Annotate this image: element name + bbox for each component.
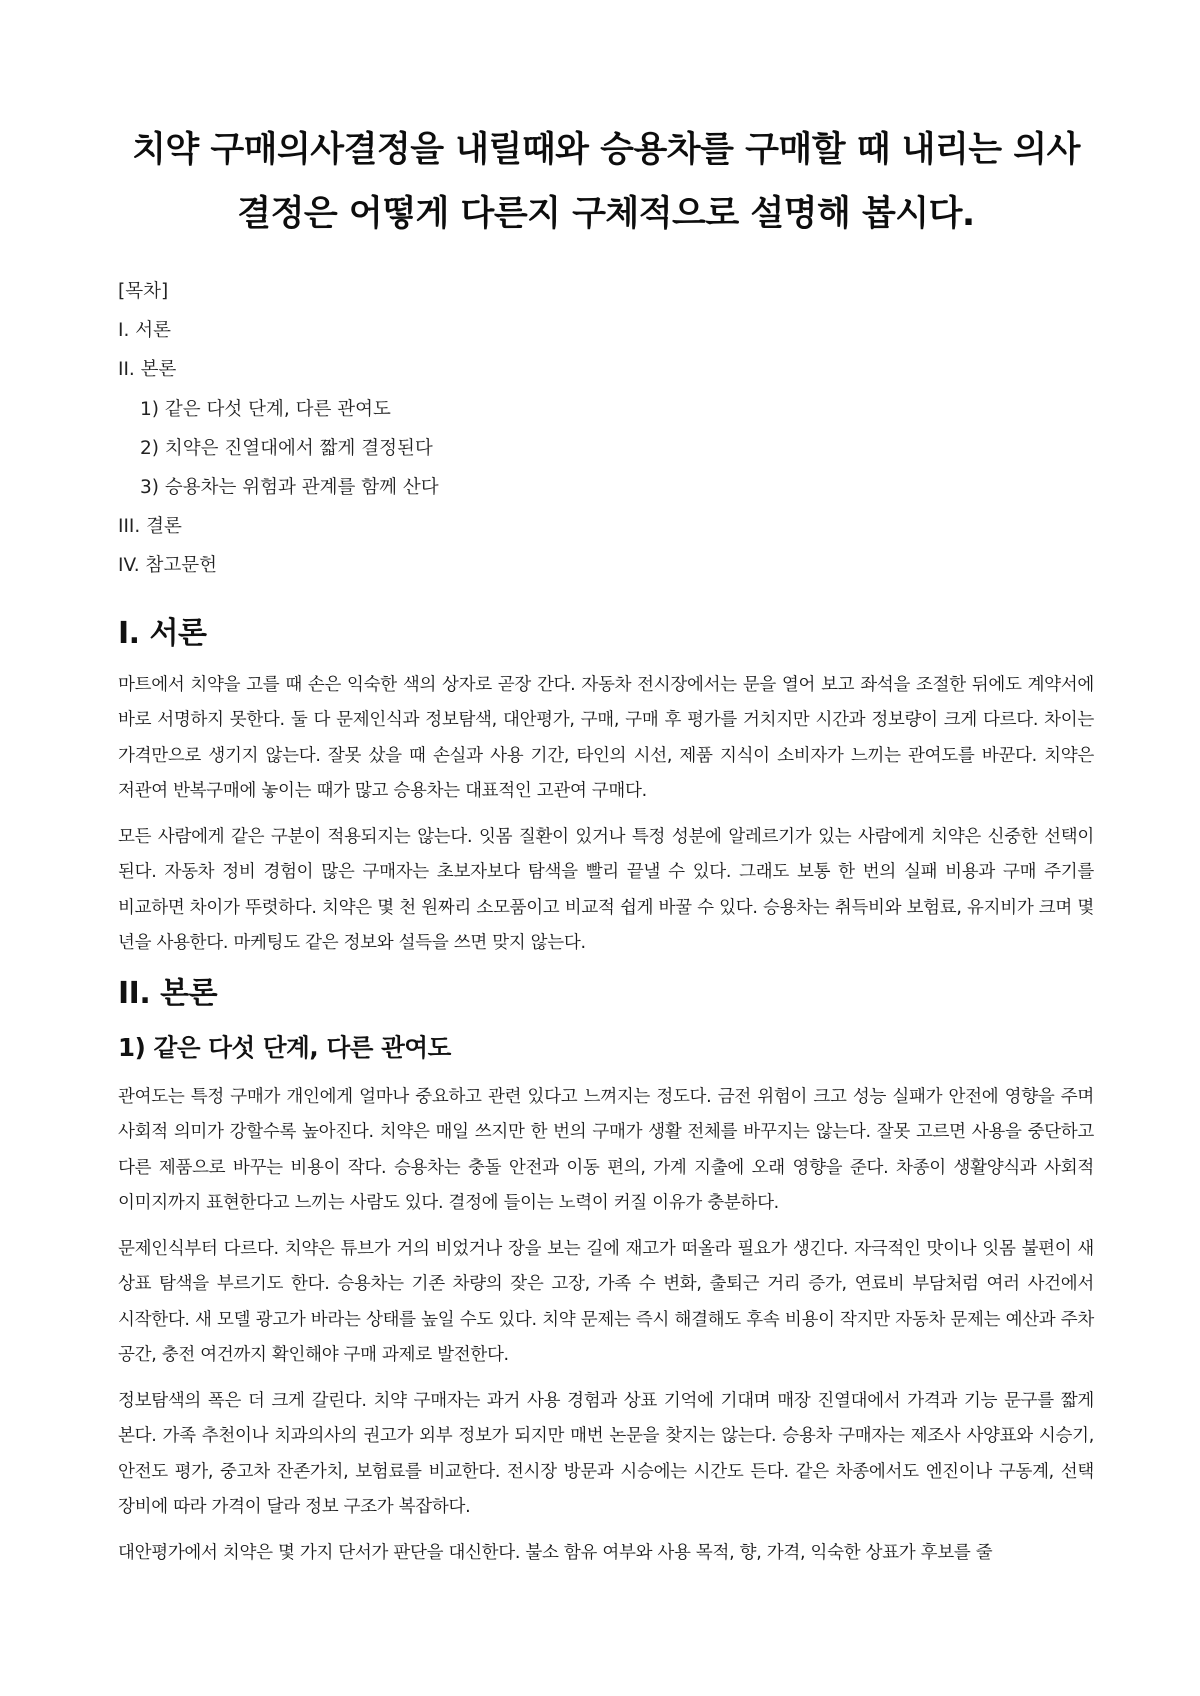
body-paragraph: 모든 사람에게 같은 구분이 적용되지는 않는다. 잇몸 질환이 있거나 특정 성분에 알레르기가 있는 사람에게 치약은 신중한 선택이 된다. 자동차 정비 경험이 많은 구매자는 초보자보다 탐색을 빨리 끝낼 수 있다. 그래도 보통 한 번의 실패 비용과 구매 주기를 비교하면 차이가 뚜렷하다. 치약은 몇 천 원짜리 소모품이고 비교적 쉽게 바꿀 수 있다. 승용차는 취득비와 보험료, 유지비가 크며 몇 년을 사용한다. 마케팅도 같은 정보와 설득을 쓰면 맞지 않는다. [118,826,1094,954]
body-paragraph: 문제인식부터 다르다. 치약은 튜브가 거의 비었거나 장을 보는 길에 재고가 떠올라 필요가 생긴다. 자극적인 맛이나 잇몸 불편이 새 상표 탐색을 부르기도 한다. 승용차는 기존 차량의 잦은 고장, 가족 수 변화, 출퇴근 거리 증가, 연료비 부담처럼 여러 사건에서 시작한다. 새 모델 광고가 바라는 상태를 높일 수도 있다. 치약 문제는 즉시 해결해도 후속 비용이 작지만 자동차 문제는 예산과 주차 공간, 충전 여건까지 확인해야 구매 과제로 발전한다. [118,1238,1094,1366]
section-heading-intro: I. 서론 [118,615,207,651]
section-heading-body: II. 본론 [118,975,218,1011]
document-title: 치약 구매의사결정을 내릴때와 승용차를 구매할 때 내리는 의사결정은 어떻게 다른지 구체적으로 설명해 봅시다. [132,130,1080,234]
table-of-contents [118,272,1094,586]
toc-subitem: 1) 같은 다섯 단계, 다른 관여도 [140,398,391,420]
toc-heading: [목차] [118,281,169,302]
toc-item: IV. 참고문헌 [118,555,217,577]
body-paragraph: 정보탐색의 폭은 더 크게 갈린다. 치약 구매자는 과거 사용 경험과 상표 기억에 기대며 매장 진열대에서 가격과 기능 문구를 짧게 본다. 가족 추천이나 치과의사의 권고가 외부 정보가 되지만 매번 논문을 찾지는 않는다. 승용차 구매자는 제조사 사양표와 시승기, 안전도 평가, 중고차 잔존가치, 보험료를 비교한다. 전시장 방문과 시승에는 시간도 든다. 같은 차종에서도 엔진이나 구동계, 선택 장비에 따라 가격이 달라 정보 구조가 복잡하다. [118,1390,1094,1518]
toc-subitem: 3) 승용차는 위험과 관계를 함께 산다 [140,477,439,499]
toc-subitem: 2) 치약은 진열대에서 짧게 결정된다 [140,437,433,459]
subsection-heading: 1) 같은 다섯 단계, 다른 관여도 [118,1032,451,1062]
toc-item: II. 본론 [118,359,177,381]
body-paragraph: 마트에서 치약을 고를 때 손은 익숙한 색의 상자로 곧장 간다. 자동차 전시장에서는 문을 열어 보고 좌석을 조절한 뒤에도 계약서에 바로 서명하지 못한다. 둘 다 문제인식과 정보탐색, 대안평가, 구매, 구매 후 평가를 거치지만 시간과 정보량이 크게 다르다. 차이는 가격만으로 생기지 않는다. 잘못 샀을 때 손실과 사용 기간, 타인의 시선, 제품 지식이 소비자가 느끼는 관여도를 바꾼다. 치약은 저관여 반복구매에 놓이는 때가 많고 승용차는 대표적인 고관여 구매다. [118,674,1094,802]
toc-item: III. 결론 [118,516,182,538]
body-paragraph: 대안평가에서 치약은 몇 가지 단서가 판단을 대신한다. 불소 함유 여부와 사용 목적, 향, 가격, 익숙한 상표가 후보를 줄 [118,1542,993,1563]
toc-item: I. 서론 [118,320,171,342]
body-paragraph: 관여도는 특정 구매가 개인에게 얼마나 중요하고 관련 있다고 느껴지는 정도다. 금전 위험이 크고 성능 실패가 안전에 영향을 주며 사회적 의미가 강할수록 높아진다. 치약은 매일 쓰지만 한 번의 구매가 생활 전체를 바꾸지는 않는다. 잘못 고르면 사용을 중단하고 다른 제품으로 바꾸는 비용이 작다. 승용차는 충돌 안전과 이동 편의, 가계 지출에 오래 영향을 준다. 차종이 생활양식과 사회적 이미지까지 표현한다고 느끼는 사람도 있다. 결정에 들이는 노력이 커질 이유가 충분하다. [118,1086,1094,1214]
